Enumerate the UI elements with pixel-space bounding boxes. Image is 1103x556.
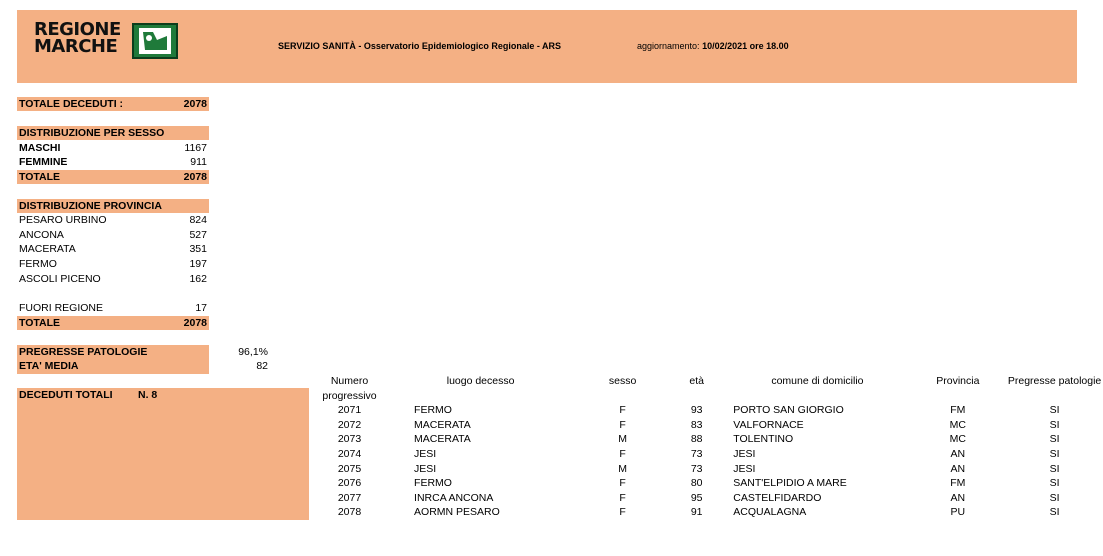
table-row: 2072 MACERATA F 83 VALFORNACE MC SI — [337, 418, 1060, 431]
totale-deceduti-row: TOTALE DECEDUTI : 2078 — [19, 98, 207, 110]
table-row: 2076 FERMO F 80 SANT'ELPIDIO A MARE FM SI — [337, 477, 1060, 490]
eta-media-value: 82 — [256, 360, 268, 372]
table-row: 2074 JESI F 73 JESI AN SI — [337, 447, 1060, 460]
regione-marche-logo: REGIONE MARCHE — [34, 19, 121, 57]
deceased-table — [315, 374, 1103, 520]
provincia-row: MACERATA 351 — [19, 243, 207, 255]
provincia-row: PESARO URBINO 824 — [19, 214, 207, 226]
table-row: 2073 MACERATA M 88 TOLENTINO MC SI — [337, 433, 1060, 446]
deceduti-totali-box — [17, 388, 309, 520]
table-row: 2071 FERMO F 93 PORTO SAN GIORGIO FM SI — [337, 404, 1060, 417]
provincia-row: ASCOLI PICENO 162 — [19, 273, 207, 285]
header-numero: Numero — [330, 375, 369, 387]
header-comune: comune di domicilio — [771, 375, 864, 387]
provincia-title: DISTRIBUZIONE PROVINCIA — [19, 200, 162, 212]
provincia-row: ANCONA 527 — [19, 229, 207, 241]
maschi-row: MASCHI 1167 — [19, 142, 207, 154]
sesso-totale-row: TOTALE 2078 — [19, 171, 207, 183]
deceduti-totali-count: N. 8 — [138, 389, 158, 401]
header-banner — [17, 10, 1077, 83]
provincia-row: FERMO 197 — [19, 258, 207, 270]
femmine-row: FEMMINE 911 — [19, 156, 207, 168]
fuori-regione-row: FUORI REGIONE 17 — [19, 302, 207, 314]
pregresse-patologie-label: PREGRESSE PATOLOGIE — [19, 346, 148, 358]
update-label: aggiornamento: 10/02/2021 ore 18.00 — [637, 41, 789, 51]
eta-media-label: ETA' MEDIA — [19, 360, 79, 372]
table-row: 2075 JESI M 73 JESI AN SI — [337, 462, 1060, 475]
header-provincia: Provincia — [936, 375, 980, 387]
table-row: 2077 INRCA ANCONA F 95 CASTELFIDARDO AN SI — [337, 491, 1060, 504]
provincia-totale-row: TOTALE 2078 — [19, 317, 207, 329]
deceduti-totali-label: DECEDUTI TOTALI — [19, 389, 113, 401]
sesso-title: DISTRIBUZIONE PER SESSO — [19, 127, 165, 139]
header-pregresse-patologie: Pregresse patologie — [1007, 375, 1102, 387]
header-luogo-decesso: luogo decesso — [446, 375, 515, 387]
table-header-row — [315, 374, 1103, 389]
header-eta: età — [689, 375, 704, 387]
service-title: SERVIZIO SANITÀ - Osservatorio Epidemiologico Regionale - ARS — [278, 41, 562, 51]
regione-marche-emblem-icon — [131, 22, 179, 60]
header-progressivo: progressivo — [322, 389, 377, 402]
pregresse-patologie-value: 96,1% — [238, 346, 268, 358]
header-sesso: sesso — [608, 375, 637, 387]
table-row: 2078 AORMN PESARO F 91 ACQUALAGNA PU SI — [337, 506, 1060, 519]
